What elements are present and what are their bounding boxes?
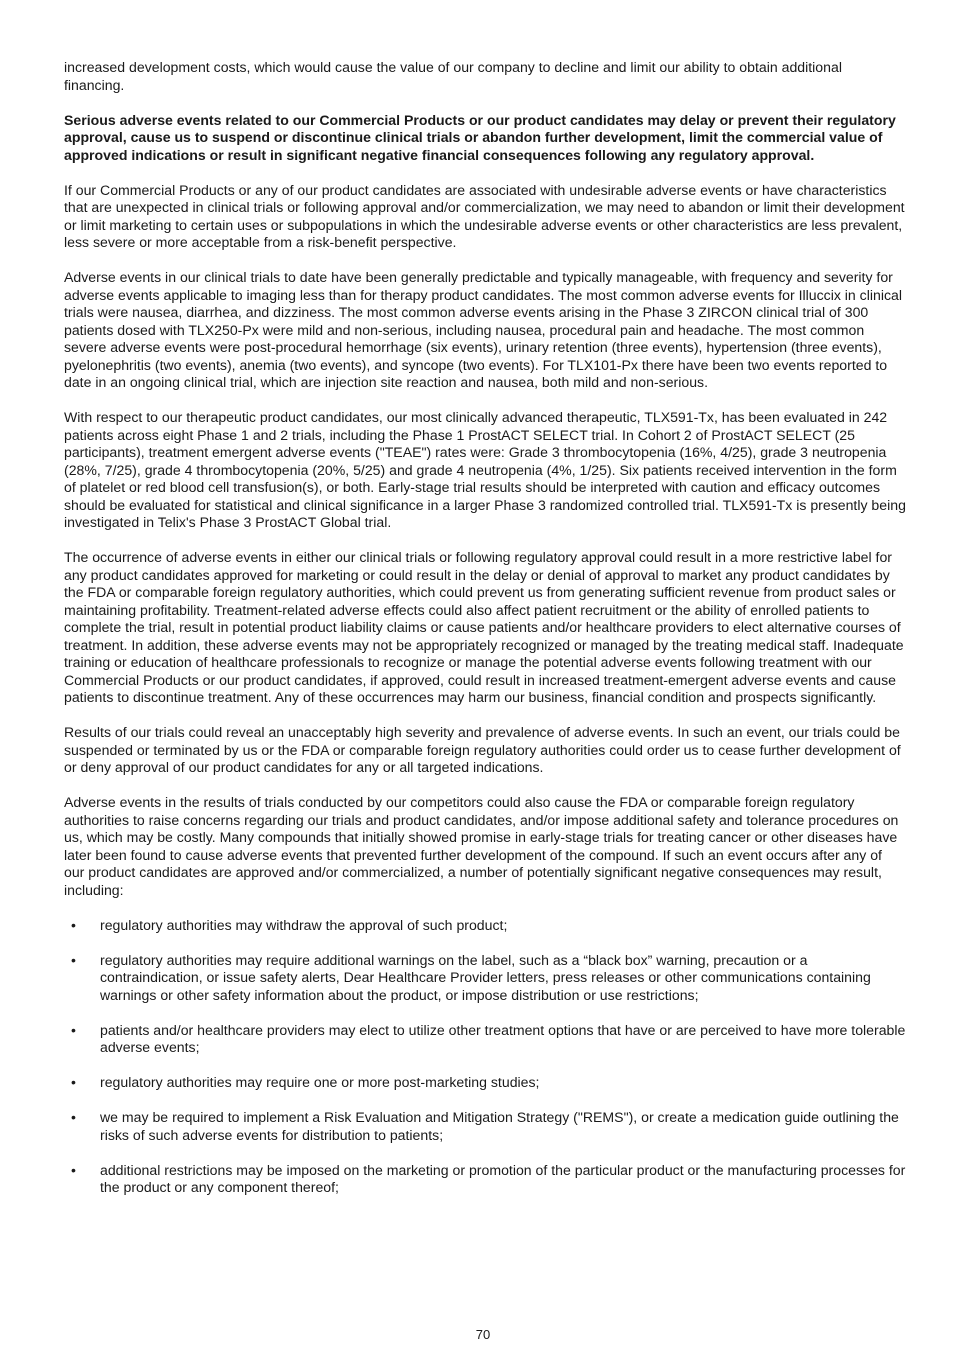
list-item xyxy=(64,917,906,935)
list-item xyxy=(64,1109,906,1144)
list-item-text: regulatory authorities may require one or more post-marketing studies; xyxy=(100,1074,540,1090)
page-number: 70 xyxy=(475,1327,491,1342)
list-item-text: we may be required to implement a Risk Evaluation and Mitigation Strategy ("REMS"), or create a medication guide outlining the risks of such adverse events for distribution to patients; xyxy=(100,1109,899,1143)
paragraph-occurrence-consequences: The occurrence of adverse events in either our clinical trials or following regulatory approval could result in a more restrictive label for any product candidates approved for marketing or could result in the delay or denial of approval to market any product candidates by the FDA or comparable foreign regulatory authorities, which could prevent us from generating sufficient revenue from product sales or maintaining profitability. Treatment-related adverse effects could also affect patient recruitment or the ability of enrolled patients to complete the trial, result in potential product liability claims or cause patients and/or healthcare providers to elect alternative courses of treatment. In addition, these adverse events may not be appropriately recognized or managed by the treating medical staff. Inadequate training or education of healthcare professionals to recognize or manage the potential adverse events following treatment with our Commercial Products or our product candidates, if approved, could result in increased treatment-emergent adverse events and cause patients to discontinue treatment. Any of these occurrences may harm our business, financial condition and prospects significantly. xyxy=(64,549,904,705)
list-item xyxy=(64,1022,906,1057)
consequences-list xyxy=(64,917,906,1197)
list-item xyxy=(64,1074,906,1092)
list-item-text: regulatory authorities may withdraw the approval of such product; xyxy=(100,916,508,933)
bullet-icon: • xyxy=(71,1109,76,1125)
bullet-icon: • xyxy=(71,1021,76,1038)
list-item-text: patients and/or healthcare providers may elect to utilize other treatment options that have or are perceived to have more tolerable adverse events; xyxy=(100,1021,906,1055)
paragraph-trial-results: Results of our trials could reveal an unacceptably high severity and prevalence of adverse events. In such an event, our trials could be suspended or terminated by us or the FDA or comparable foreign regulatory authorities could order us to cease further development of or deny approval of our product candidates for any or all targeted indications. xyxy=(64,724,901,775)
paragraph-clinical-adverse-events: Adverse events in our clinical trials to date have been generally predictable and typically manageable, with frequency and severity for adverse events applicable to imaging less than for therapy product candidates. The most common adverse events for Illuccix in clinical trials were nausea, diarrhea, and dizziness. The most common adverse events arising in the Phase 3 ZIRCON clinical trial of 300 patients dosed with TLX250-Px were mild and non-serious, including nausea, procedural pain and headache. The most common severe adverse events were post-procedural hemorrhage (six events), urinary retention (three events), hypertension (three events), pyelonephritis (two events), anemia (two events), and syncope (two events). For TLX101-Px there have been two events reported to date in an ongoing clinical trial, which are injection site reaction and nausea, both mild and non-serious. xyxy=(64,269,902,390)
paragraph-adverse-characteristics: If our Commercial Products or any of our product candidates are associated with undesirable adverse events or have characteristics that are unexpected in clinical trials or following approval and/or commercialization, we may need to abandon or limit their development or limit marketing to certain uses or subpopulations in which the undesirable adverse events or other characteristics are less prevalent, less severe or more acceptable from a risk-benefit perspective. xyxy=(64,181,905,250)
list-item-text: additional restrictions may be imposed on the marketing or promotion of the particular product or the manufacturing processes for the product or any component thereof; xyxy=(100,1161,906,1195)
section-heading: Serious adverse events related to our Commercial Products or our product candidates may delay or prevent their regulatory approval, cause us to suspend or discontinue clinical trials or abandon further development, limit the commercial value of approved indications or result in significant negative financial consequences following any regulatory approval. xyxy=(64,111,896,163)
bullet-icon: • xyxy=(71,951,76,968)
paragraph-intro-continuation: increased development costs, which would cause the value of our company to decline and limit our ability to obtain additional financing. xyxy=(64,59,842,93)
list-item xyxy=(64,1162,906,1197)
bullet-icon: • xyxy=(71,1161,76,1178)
list-item xyxy=(64,952,906,1005)
bullet-icon: • xyxy=(71,1074,76,1090)
bullet-icon: • xyxy=(71,916,76,933)
document-page xyxy=(64,59,906,1214)
paragraph-competitor-trials: Adverse events in the results of trials conducted by our competitors could also cause the FDA or comparable foreign regulatory authorities to raise concerns regarding our trials and product candidates, and/or impose additional safety and tolerance procedures on us, which may be costly. Many compounds that initially showed promise in early-stage trials for treating cancer or other diseases have later been found to cause adverse events that prevented further development of the compound. If such an event occurs after any of our product candidates are approved and/or commercialized, a number of potentially significant negative consequences may result, including: xyxy=(64,794,899,898)
list-item-text: regulatory authorities may require additional warnings on the label, such as a “black box” warning, precaution or a contraindication, or issue safety alerts, Dear Healthcare Provider letters, press releases or other communications containing warnings or other safety information about the product, or impose distribution or use restrictions; xyxy=(100,951,871,1003)
paragraph-therapeutic-candidates: With respect to our therapeutic product candidates, our most clinically advanced therapeutic, TLX591-Tx, has been evaluated in 242 patients across eight Phase 1 and 2 trials, including the Phase 1 ProstACT SELECT trial. In Cohort 2 of ProstACT SELECT (25 participants), treatment emergent adverse events ("TEAE") rates were: Grade 3 thrombocytopenia (16%, 4/25), grade 3 neutropenia (28%, 7/25), grade 4 thrombocytopenia (20%, 5/25) and grade 4 neutropenia (4%, 1/25). Six patients received intervention in the form of platelet or red blood cell transfusion(s), or both. Early-stage trial results should be interpreted with caution and efficacy outcomes should be evaluated for statistical and clinical significance in a larger Phase 3 randomized controlled trial. TLX591-Tx is presently being investigated in Telix's Phase 3 ProstACT Global trial. xyxy=(64,409,906,530)
